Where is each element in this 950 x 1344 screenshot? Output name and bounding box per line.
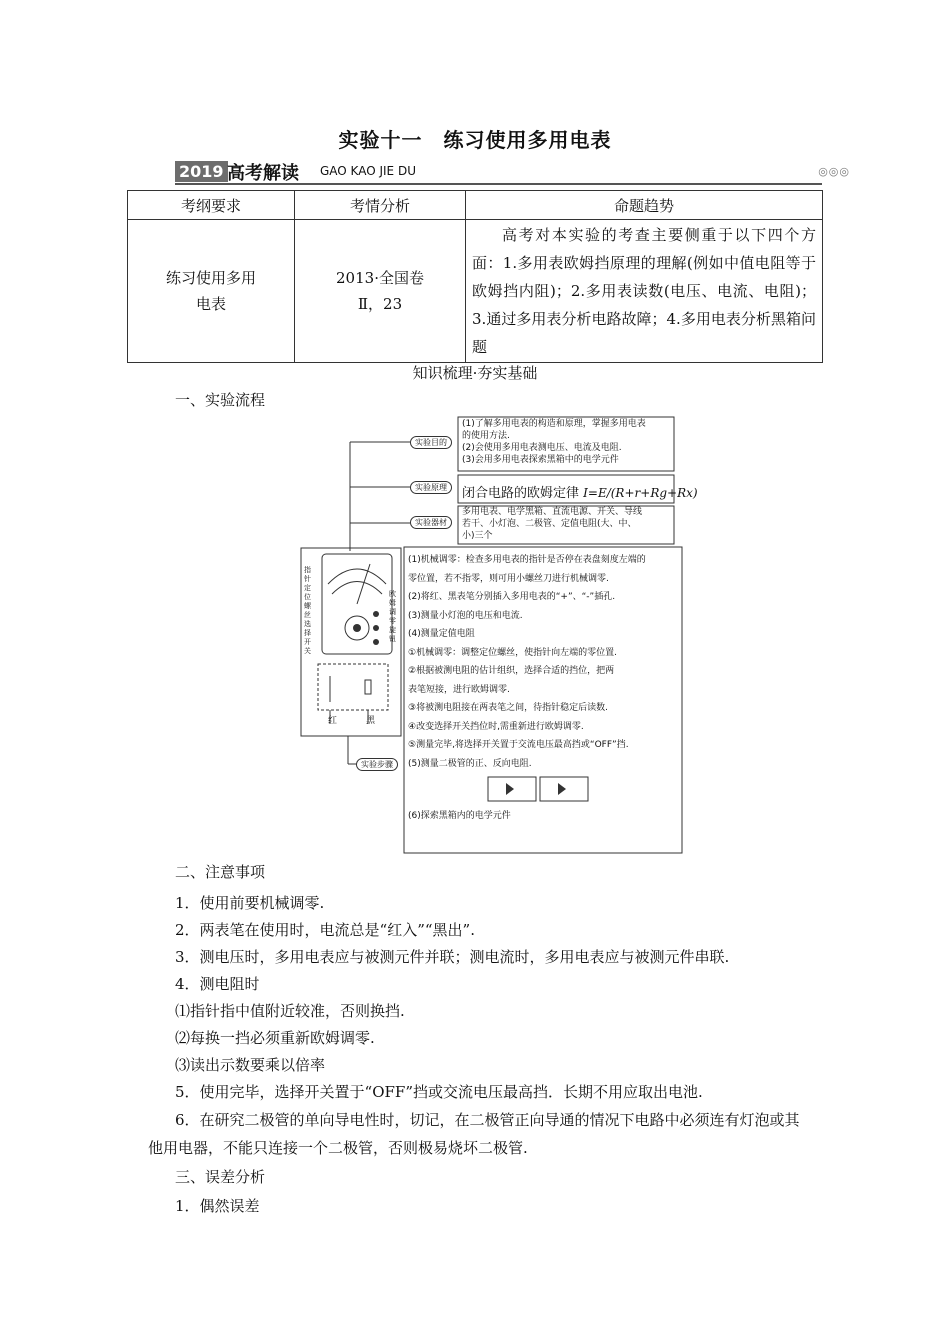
note-item: 5．使用完毕，选择开关置于“OFF”挡或交流电压最高挡．长期不用应取出电池. (175, 1083, 703, 1101)
table-header: 考纲要求 (128, 191, 295, 220)
purpose-line: (3)会用多用电表探索黑箱中的电学元件 (462, 455, 619, 465)
note-item: 3．测电压时，多用电表应与被测元件并联；测电流时，多用电表应与被测元件串联. (175, 948, 730, 966)
requirements-table (127, 190, 823, 363)
purpose-line: (1)了解多用电表的构造和原理，掌握多用电表 (462, 419, 646, 429)
equipment-line: 多用电表、电学黑箱、直流电源、开关、导线 (462, 507, 643, 517)
requirement-line: 练习使用多用 (165, 269, 256, 287)
page-title: 实验十一 练习使用多用电表 (338, 128, 612, 152)
section-heading: 一、实验流程 (175, 391, 266, 409)
note-item: ⑵每换一挡必须重新欧姆调零. (175, 1029, 375, 1047)
step-line: (4)测量定值电阻 (408, 629, 475, 639)
banner-year: 2019 (175, 161, 228, 182)
step-line: 表笔短接，进行欧姆调零. (408, 684, 510, 695)
red-probe-label: 红 (328, 716, 338, 726)
equipment-box (462, 506, 674, 542)
step-line: (6)探索黑箱内的电学元件 (408, 811, 511, 821)
trend-cell: 高考对本实验的考查主要侧重于以下四个方面：1.多用表欧姆挡原理的理解(例如中值电阻等于欧姆挡内阻)；2.多用表读数(电压、电流、电阻)；3.通过多用表分析电路故障；4.多用电表分析黑箱问题 (466, 220, 823, 363)
table-row (128, 220, 823, 363)
analysis-line: 2013·全国卷 (336, 269, 424, 287)
analysis-line: Ⅱ，23 (357, 295, 403, 313)
step-line: (3)测量小灯泡的电压和电流. (408, 610, 523, 621)
note-item: 6．在研究二极管的单向导电性时，切记，在二极管正向导通的情况下电路中必须连有灯泡或其他用电器，不能只连接一个二极管，否则极易烧坏二极管. (148, 1111, 800, 1157)
step-line: ⑤测量完毕,将选择开关置于交流电压最高挡或“OFF”挡. (408, 740, 629, 750)
step-line: ②根据被测电阻的估计组织，选择合适的挡位，把两 (408, 666, 615, 676)
banner-dots-icon: ◎◎◎ (818, 165, 850, 178)
equipment-line: 小)三个 (462, 531, 493, 541)
principle-formula: I=E/(R+r+Rg+Rx) (583, 486, 698, 500)
flow-label-equipment: 实验器材 (410, 516, 452, 529)
banner-rule (175, 183, 822, 185)
note-item: 2．两表笔在使用时，电流总是“红入”“黑出”. (175, 921, 475, 939)
flow-label-steps: 实验步骤 (356, 758, 398, 771)
diode-circuit-icon (408, 773, 608, 807)
diode-circuits-spacer (408, 773, 682, 807)
banner-heading: 高考解读 (227, 163, 299, 184)
purpose-box (462, 418, 674, 466)
step-line: ③将被测电阻接在两表笔之间，待指针稳定后读数. (408, 703, 608, 713)
requirement-line: 电表 (195, 295, 226, 313)
analysis-cell (295, 220, 466, 363)
flow-label-principle: 实验原理 (410, 481, 452, 494)
steps-box (408, 551, 682, 826)
table-header: 命题趋势 (466, 191, 823, 220)
step-line: ①机械调零：调整定位螺丝，使指针向左端的零位置. (408, 647, 617, 658)
knowledge-heading: 知识梳理·夯实基础 (412, 364, 538, 382)
step-line: ④改变选择开关挡位时,需重新进行欧姆调零. (408, 721, 584, 732)
principle-text: 闭合电路的欧姆定律 (462, 486, 580, 501)
banner-subheading: GAO KAO JIE DU (320, 164, 416, 178)
black-probe-label: 黑 (366, 716, 376, 726)
table-header-row (128, 191, 823, 220)
note-item: ⑴指针指中值附近较准，否则换挡. (175, 1002, 405, 1020)
error-item: 1．偶然误差 (175, 1197, 260, 1215)
section-heading: 二、注意事项 (175, 863, 266, 881)
note-item: ⑶读出示数要乘以倍率 (175, 1056, 326, 1074)
meter-right-label: 欧姆调零旋钮 (389, 590, 396, 643)
step-line: (1)机械调零：检查多用电表的指针是否停在表盘刻度左端的 (408, 555, 646, 565)
step-line: (5)测量二极管的正、反向电阻. (408, 758, 532, 769)
table-header: 考情分析 (295, 191, 466, 220)
purpose-line: 的使用方法. (462, 431, 510, 441)
exam-banner (175, 159, 850, 185)
flow-label-purpose: 实验目的 (410, 436, 452, 449)
note-item: 4．测电阻时 (175, 975, 260, 993)
requirement-cell (128, 220, 295, 363)
purpose-line: (2)会使用多用电表测电压、电流及电阻. (462, 443, 622, 453)
principle-box (462, 482, 698, 501)
step-line: (2)将红、黑表笔分别插入多用电表的“+”、“-”插孔. (408, 592, 616, 602)
step-line: 零位置，若不指零，则可用小螺丝刀进行机械调零. (408, 573, 609, 584)
section-heading: 三、误差分析 (175, 1168, 266, 1186)
equipment-line: 若干、小灯泡、二极管、定值电阻(大、中、 (462, 519, 637, 529)
meter-left-label: 指针定位螺丝 选择开关 (304, 566, 311, 655)
note-item: 1．使用前要机械调零. (175, 894, 325, 912)
